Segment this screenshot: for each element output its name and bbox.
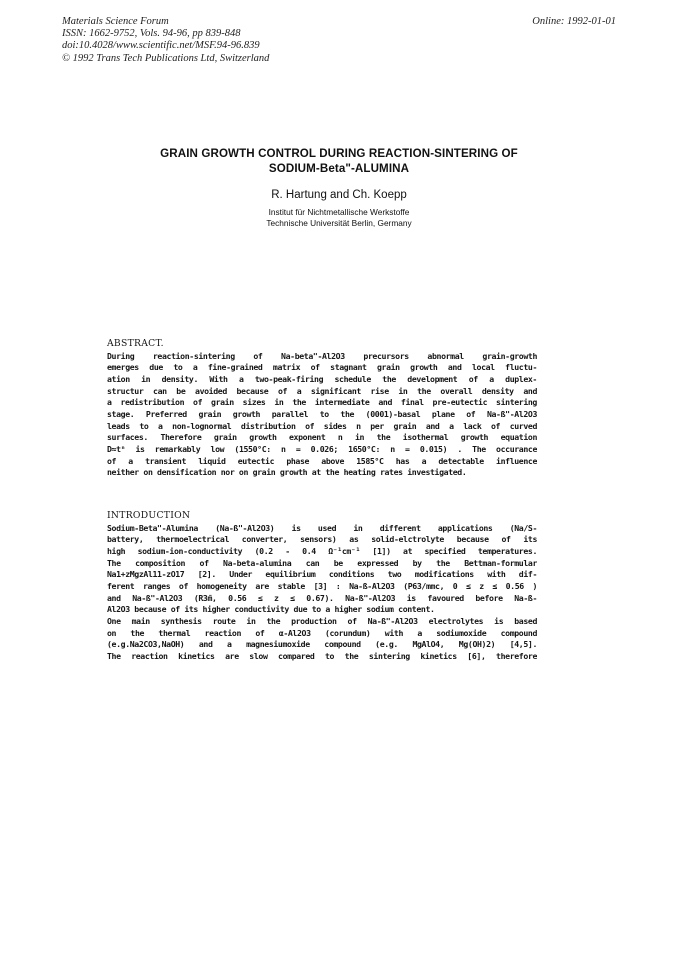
abstract-line: structur can be avoided because of a significant rise in the overall density and [107,385,537,396]
intro-line: The composition of Na-beta-alumina can be expressed by the Bettman-formular [107,557,537,568]
introduction-heading: INTRODUCTION [107,510,191,521]
abstract-line: During reaction-sintering of Na-beta"-Al2O3 precursors abnormal grain-growth [107,350,537,361]
affiliation-line-2: Technische Universität Berlin, Germany [266,217,412,228]
abstract-line: of a transient liquid eutectic phase above 1585°C has a detectable influence [107,455,537,466]
intro-line: high sodium-ion-conductivity (0.2 - 0.4 Ω⁻¹cm⁻¹ [1]) at specified temperatures. [107,545,537,556]
intro-line: The reaction kinetics are slow compared to the sintering kinetics [6], therefore [107,650,537,661]
affiliation [0,207,678,228]
abstract-section [107,338,537,479]
intro-line: Na1+zMgzAl11-zO17 [2]. Under equilibrium conditions two modifications with dif- [107,569,537,580]
intro-line: ferent ranges of homogeneity are stable [3] : Na-ß-Al2O3 (P63/mmc, 0 ≤ z ≤ 0.56 ) [107,580,537,591]
introduction-body [107,523,537,663]
abstract-line: D≈tⁿ is remarkably low (1550°C: n = 0.026; 1650°C: n = 0.015) . The occurance [107,443,537,454]
journal-name: Materials Science Forum [62,16,169,27]
abstract-line: ation in density. With a two-peak-firing schedule the development of a duplex- [107,373,537,384]
abstract-line: emerges due to a fine-grained matrix of stagnant grain growth and local fluctu- [107,362,537,373]
intro-line: Al2O3 because of its higher conductivity due to a higher sodium content. [107,604,435,615]
intro-line: and Na-ß"-Al2O3 (R3̄m, 0.56 ≤ z ≤ 0.67). Na-ß"-Al2O3 is favoured before Na-ß- [107,592,537,603]
doi-line: doi:10.4028/www.scientific.net/MSF.94-96.839 [62,40,260,52]
abstract-line: a redistribution of grain sizes in the intermediate and final pre-eutectic sintering [107,397,537,408]
abstract-line: surfaces. Therefore grain growth exponent n in the isothermal growth equation [107,432,537,443]
affiliation-line-1: Institut für Nichtmetallische Werkstoffe [268,207,410,217]
abstract-heading: ABSTRACT. [107,338,164,349]
intro-line: (e.g.Na2CO3,NaOH) and a magnesiumoxide compound (e.g. MgAlO4, Mg(OH)2) [4,5]. [107,639,537,650]
journal-header [62,16,269,65]
abstract-body [107,351,537,479]
abstract-line: leads to a non-lognormal distribution of sides n per grain and a lack of curved [107,420,537,431]
authors: R. Hartung and Ch. Koepp [271,189,407,201]
issn-line: ISSN: 1662-9752, Vols. 94-96, pp 839-848 [62,28,241,40]
paper-title [0,146,678,176]
copyright-line: © 1992 Trans Tech Publications Ltd, Switzerland [62,52,270,64]
abstract-line: neither on densification nor on grain growth at the heating rates investigated. [107,467,467,478]
online-date: Online: 1992-01-01 [532,16,616,27]
intro-line: Sodium-Beta"-Alumina (Na-ß"-Al2O3) is used in different applications (Na/S- [107,522,537,533]
intro-line: One main synthesis route in the production of Na-ß"-Al2O3 electrolytes is based [107,615,537,626]
intro-line: battery, thermoelectrical converter, sensors) as solid-elctrolyte because of its [107,534,537,545]
title-line-2: SODIUM-Beta"-ALUMINA [268,162,410,175]
abstract-line: stage. Preferred grain growth parallel to the (0001)-basal plane of Na-ß"-Al2O3 [107,408,537,419]
title-line-1: GRAIN GROWTH CONTROL DURING REACTION-SINTERING OF [160,147,518,160]
introduction-section [107,510,537,663]
intro-line: on the thermal reaction of α-Al2O3 (corundum) with a sodiumoxide compound [107,627,537,638]
